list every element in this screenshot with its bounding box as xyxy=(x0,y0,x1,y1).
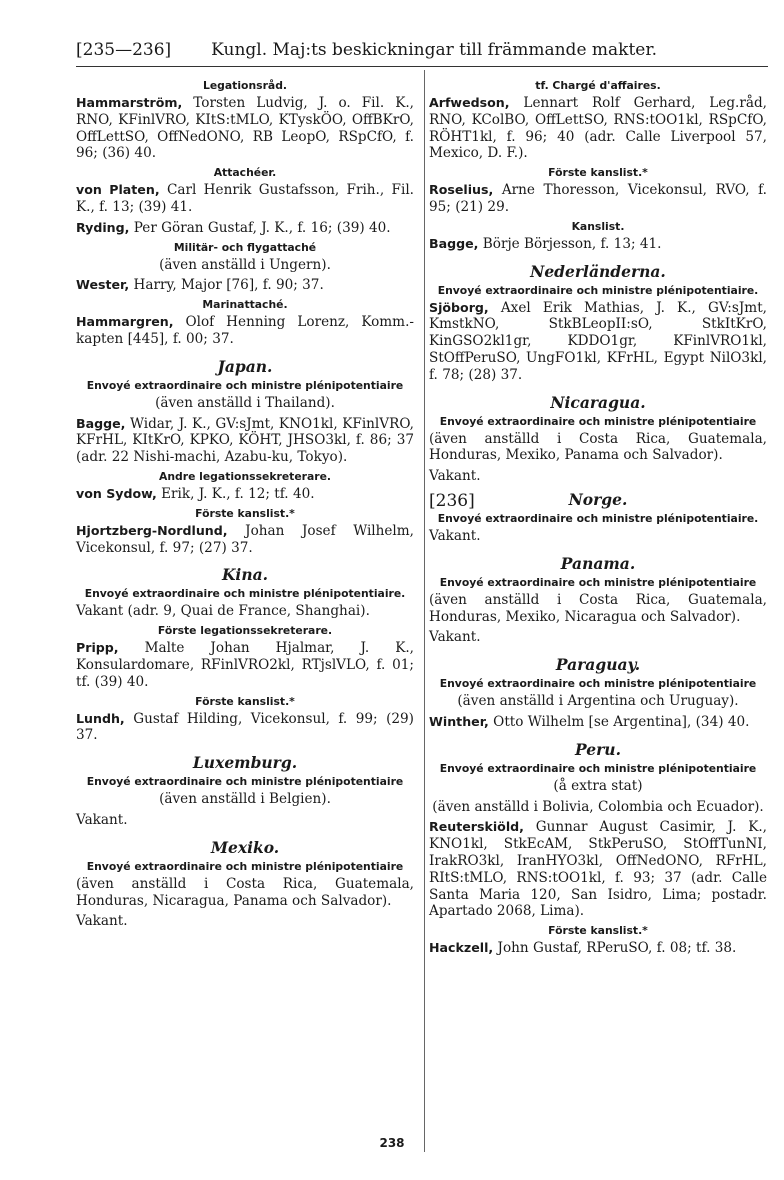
section-heading: Envoyé extraordinaire och ministre plénipotentiaire. xyxy=(437,511,759,525)
entry xyxy=(76,523,414,557)
entry-name: Hjortzberg-Nordlund, xyxy=(76,522,228,538)
norge-heading-row xyxy=(429,491,767,509)
column-divider xyxy=(424,70,425,1152)
section-note: (även anställd i Thailand). xyxy=(155,394,335,411)
country-heading: Paraguay. xyxy=(555,655,641,675)
entry-text: Malte Johan Hjalmar, J. K., Konsulardomare, RFinlVRO2kl, RTjslVLO, f. 01; tf. (39) 40. xyxy=(76,640,414,690)
entry-name: Bagge, xyxy=(76,415,126,431)
section-note: (även anställd i Costa Rica, Guatemala, Honduras, Mexiko, Nicaragua och Salvador). xyxy=(429,591,767,625)
entry xyxy=(429,182,767,216)
section-note: (även anställd i Ungern). xyxy=(159,256,331,273)
entry-name: Ryding, xyxy=(76,219,130,235)
page-range: [235—236] xyxy=(76,40,172,60)
section-heading: Förste kanslist.* xyxy=(195,506,295,520)
section-heading: Envoyé extraordinaire och ministre plénipotentiaire xyxy=(439,575,757,589)
entry-text: Gunnar August Casimir, J. K., KNO1kl, StkEcAM, StkPeruSO, StOffTunNI, IrakRO3kl, IranHYO3kl, OffNedONO, RFrHL, RItS:tMLO, RNS:tOO1kl, f. 93; 37 (adr. Calle Santa Maria 120, San Isidro, Lima; postadr. Apartado 2068, Lima). xyxy=(429,819,767,920)
entry xyxy=(76,416,414,466)
section-note: (även anställd i Costa Rica, Guatemala, Honduras, Nicaragua, Panama och Salvador). xyxy=(76,875,414,909)
entry-name: von Platen, xyxy=(76,182,160,198)
entry xyxy=(429,300,767,384)
entry-name: Pripp, xyxy=(76,640,119,656)
entry-name: Bagge, xyxy=(429,235,479,251)
section-heading: Envoyé extraordinaire och ministre plénipotentiaire xyxy=(86,859,404,873)
entry xyxy=(76,182,414,216)
section-heading: Envoyé extraordinaire och ministre plénipotentiaire xyxy=(439,677,757,691)
country-heading: Nederländerna. xyxy=(530,261,666,281)
entry xyxy=(429,236,767,253)
section-heading: Envoyé extraordinaire och ministre plénipotentiaire xyxy=(439,414,757,428)
section-heading: Förste kanslist.* xyxy=(548,166,648,180)
entry-text: Otto Wilhelm [se Argentina], (34) 40. xyxy=(488,713,750,730)
running-header xyxy=(76,40,766,60)
section-heading: Förste legationssekreterare. xyxy=(157,624,333,638)
vacancy-line: Vakant. xyxy=(429,629,481,646)
section-note: (även anställd i Bolivia, Colombia och Ecuador). xyxy=(432,798,764,815)
entry xyxy=(76,314,414,348)
country-heading: Panama. xyxy=(560,553,636,573)
entry xyxy=(429,714,767,731)
entry-text: Carl Henrik Gustafsson, Frih., Fil. K., f. 13; (39) 41. xyxy=(76,182,414,215)
entry-name: von Sydow, xyxy=(76,485,157,501)
country-heading: Kina. xyxy=(221,565,269,585)
section-heading: Envoyé extraordinaire och ministre plénipotentiaire xyxy=(86,378,404,392)
entry xyxy=(429,819,767,920)
page-reference: [236] xyxy=(429,490,475,511)
entry-name: Roselius, xyxy=(429,182,494,198)
entry-text: Widar, J. K., GV:sJmt, KNO1kl, KFinlVRO, KFrHL, KItKrO, KPKO, KÖHT, JHSO3kl, f. 86; 37 (adr. 22 Nishi-machi, Azabu-ku, Tokyo). xyxy=(76,415,414,466)
entry-name: Sjöborg, xyxy=(429,299,489,315)
right-column xyxy=(429,76,767,961)
entry-name: Arfwedson, xyxy=(429,95,510,110)
page-number: 238 xyxy=(379,1136,405,1150)
entry-name: Reuterskiöld, xyxy=(429,819,524,835)
vacancy-line: Vakant. xyxy=(429,527,481,544)
entry-name: Winther, xyxy=(429,713,489,729)
section-heading: Envoyé extraordinaire och ministre plénipotentiaire xyxy=(86,775,404,789)
entry xyxy=(76,277,414,294)
entry-name: Hackzell, xyxy=(429,940,494,956)
section-note: (å extra stat) xyxy=(553,777,643,794)
section-heading: Militär- och flygattaché xyxy=(173,240,317,254)
section-heading: Marinattaché. xyxy=(202,298,288,312)
entry xyxy=(429,940,767,957)
country-heading: Luxemburg. xyxy=(192,753,298,773)
section-heading: tf. Chargé d'affaires. xyxy=(535,79,661,92)
section-heading: Envoyé extraordinaire och ministre plénipotentiaire. xyxy=(84,587,406,601)
section-heading: Kanslist. xyxy=(571,219,625,233)
entry xyxy=(76,95,414,162)
header-rule xyxy=(76,66,768,67)
entry-text: Axel Erik Mathias, J. K., GV:sJmt, KmstkNO, StkBLeopII:sO, StkItKrO, KinGSO2kl1gr, KDDO1gr, KFinlVRO1kl, StOffPeruSO, UngFO1kl, KFrHL, Egypt NilO3kl, f. 78; (28) 37. xyxy=(429,299,767,383)
section-heading: Förste kanslist.* xyxy=(548,924,648,938)
entry-text: Per Göran Gustaf, J. K., f. 16; (39) 40. xyxy=(129,219,391,236)
entry-name: Hammargren, xyxy=(76,314,174,330)
entry xyxy=(76,486,414,503)
entry-name: Lundh, xyxy=(76,710,125,726)
section-heading: Envoyé extraordinaire och ministre plénipotentiaire xyxy=(439,761,757,775)
left-column xyxy=(76,76,414,934)
country-heading: Nicaragua. xyxy=(550,392,646,412)
section-note: (även anställd i Costa Rica, Guatemala, Honduras, Mexiko, Panama och Salvador). xyxy=(429,430,767,464)
country-heading: Norge. xyxy=(568,489,628,509)
vacancy-line: Vakant. xyxy=(76,913,128,930)
vacancy-line: Vakant. xyxy=(76,811,128,828)
entry-text: Torsten Ludvig, J. o. Fil. K., RNO, KFinlVRO, KItS:tMLO, KTyskÖO, OffBKrO, OffLettSO, OffNedONO, RB LeopO, RSpCfO, f. 96; (36) 40. xyxy=(76,95,414,162)
section-heading: Envoyé extraordinaire och ministre plénipotentiaire. xyxy=(437,283,759,297)
country-heading: Mexiko. xyxy=(210,837,280,857)
section-note: (även anställd i Belgien). xyxy=(159,791,331,808)
vacancy-line: Vakant. xyxy=(429,468,481,485)
entry-text: Harry, Major [76], f. 90; 37. xyxy=(129,277,324,294)
entry-text: Börje Börjesson, f. 13; 41. xyxy=(478,235,662,252)
entry-text: Erik, J. K., f. 12; tf. 40. xyxy=(156,485,315,502)
section-heading: Legationsråd. xyxy=(202,79,288,92)
section-note: (även anställd i Argentina och Uruguay). xyxy=(457,693,739,710)
entry xyxy=(429,95,767,162)
entry xyxy=(76,640,414,690)
entry-text: Olof Henning Lorenz, Komm.-kapten [445], f. 00; 37. xyxy=(76,314,414,347)
country-heading: Peru. xyxy=(575,739,621,759)
running-title: Kungl. Maj:ts beskickningar till främmande makter. xyxy=(211,40,658,60)
entry-name: Wester, xyxy=(76,277,130,293)
section-heading: Andre legationssekreterare. xyxy=(158,469,332,483)
entry-text: Gustaf Hilding, Vicekonsul, f. 99; (29) 37. xyxy=(76,710,414,744)
entry-text: Johan Josef Wilhelm, Vicekonsul, f. 97; (27) 37. xyxy=(76,522,414,556)
entry-text: John Gustaf, RPeruSO, f. 08; tf. 38. xyxy=(493,940,737,957)
entry xyxy=(76,220,414,237)
entry-text: Arne Thoresson, Vicekonsul, RVO, f. 95; (21) 29. xyxy=(429,182,767,215)
section-heading: Förste kanslist.* xyxy=(195,694,295,708)
entry xyxy=(76,711,414,745)
country-heading: Japan. xyxy=(217,356,273,376)
vacancy-line: Vakant (adr. 9, Quai de France, Shanghai). xyxy=(76,603,370,620)
entry-text: Lennart Rolf Gerhard, Leg.råd, RNO, KColBO, OffLettSO, RNS:tOO1kl, RSpCfO, RÖHT1kl, f. 96; 40 (adr. Calle Liverpool 57, Mexico, D. F.). xyxy=(429,95,767,162)
entry-name: Hammarström, xyxy=(76,95,183,110)
section-heading: Attachéer. xyxy=(213,166,277,180)
